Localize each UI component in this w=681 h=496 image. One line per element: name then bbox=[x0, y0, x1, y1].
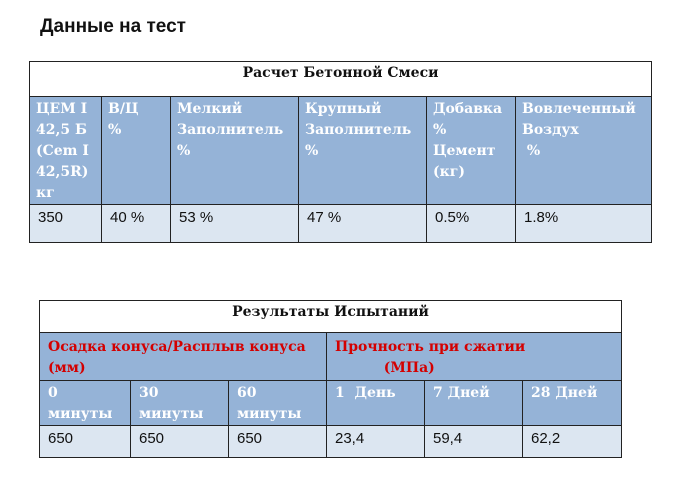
subheader-30-minutes: 30 минуты bbox=[131, 381, 229, 426]
value-strength-7-days: 59,4 bbox=[425, 426, 523, 458]
value-water-cement-ratio: 40 % bbox=[102, 205, 171, 243]
header-compressive-strength: Прочность при сжатии (МПа) bbox=[327, 333, 622, 381]
value-coarse-aggregate: 47 % bbox=[299, 205, 427, 243]
results-table-title: Результаты Испытаний bbox=[40, 301, 622, 333]
header-water-cement-ratio: В/Ц % bbox=[102, 97, 171, 205]
test-results-table bbox=[39, 300, 622, 458]
value-entrained-air: 1.8% bbox=[516, 205, 652, 243]
page-heading: Данные на тест bbox=[40, 16, 186, 37]
value-fine-aggregate: 53 % bbox=[171, 205, 299, 243]
mix-calculation-table bbox=[29, 61, 652, 243]
header-cement: ЦЕМ I 42,5 Б (Cem I 42,5R) кг bbox=[30, 97, 102, 205]
value-cement: 350 bbox=[30, 205, 102, 243]
value-slump-60-min: 650 bbox=[229, 426, 327, 458]
value-admixture: 0.5% bbox=[427, 205, 516, 243]
value-slump-30-min: 650 bbox=[131, 426, 229, 458]
header-entrained-air: Вовлеченный Воздух % bbox=[516, 97, 652, 205]
subheader-28-days: 28 Дней bbox=[523, 381, 622, 426]
subheader-1-day: 1 День bbox=[327, 381, 425, 426]
subheader-0-minutes: 0 минуты bbox=[40, 381, 131, 426]
header-coarse-aggregate: Крупный Заполнитель % bbox=[299, 97, 427, 205]
subheader-60-minutes: 60 минуты bbox=[229, 381, 327, 426]
header-admixture: Добавка % Цемент (кг) bbox=[427, 97, 516, 205]
header-fine-aggregate: Мелкий Заполнитель % bbox=[171, 97, 299, 205]
mix-table-title: Расчет Бетонной Смеси bbox=[30, 62, 652, 97]
subheader-7-days: 7 Дней bbox=[425, 381, 523, 426]
header-slump-flow: Осадка конуса/Расплыв конуса (мм) bbox=[40, 333, 327, 381]
value-strength-1-day: 23,4 bbox=[327, 426, 425, 458]
value-slump-0-min: 650 bbox=[40, 426, 131, 458]
value-strength-28-days: 62,2 bbox=[523, 426, 622, 458]
